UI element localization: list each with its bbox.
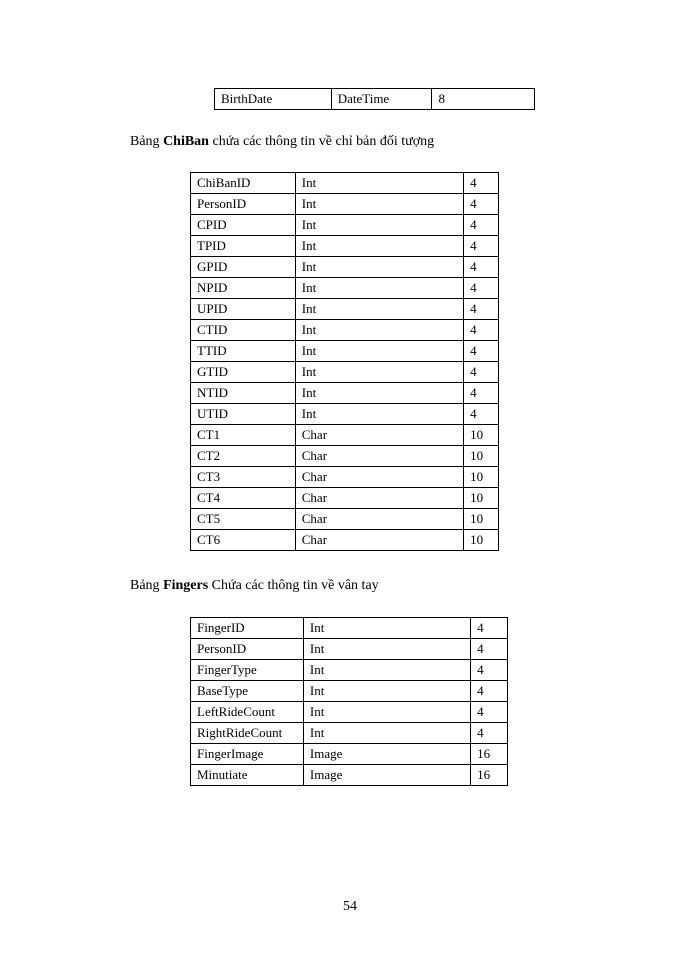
table-cell: 4 xyxy=(464,383,499,404)
table-cell: Int xyxy=(295,362,463,383)
table-row xyxy=(191,257,499,278)
table-cell: Image xyxy=(303,765,470,786)
table-cell: Int xyxy=(303,681,470,702)
table-cell: Int xyxy=(295,278,463,299)
table-cell: Minutiate xyxy=(191,765,304,786)
table-cell: Int xyxy=(295,194,463,215)
table-row xyxy=(191,530,499,551)
table-cell: 16 xyxy=(471,765,508,786)
table-cell: 4 xyxy=(471,618,508,639)
table-row xyxy=(191,446,499,467)
table-row xyxy=(191,320,499,341)
table-cell: Int xyxy=(295,299,463,320)
table-row xyxy=(191,173,499,194)
table-cell: CPID xyxy=(191,215,296,236)
table-cell: CT4 xyxy=(191,488,296,509)
fingers-caption: Bảng Fingers Chứa các thông tin về vân tay xyxy=(130,578,379,593)
table-cell: FingerImage xyxy=(191,744,304,765)
page-number: 54 xyxy=(343,899,357,914)
table-row xyxy=(191,362,499,383)
table-cell: ChiBanID xyxy=(191,173,296,194)
table-row xyxy=(191,215,499,236)
table-cell: FingerType xyxy=(191,660,304,681)
table-cell: PersonID xyxy=(191,194,296,215)
table-cell: 4 xyxy=(464,320,499,341)
table-cell: 10 xyxy=(464,425,499,446)
table-cell: 4 xyxy=(464,257,499,278)
table-row xyxy=(191,618,508,639)
table-cell: GPID xyxy=(191,257,296,278)
table-cell: BaseType xyxy=(191,681,304,702)
birthdate-table xyxy=(214,88,535,110)
fingers-table xyxy=(190,617,508,786)
table-cell: 4 xyxy=(464,173,499,194)
table-cell: Char xyxy=(295,488,463,509)
table-cell: Int xyxy=(295,404,463,425)
fingers-table-name: Fingers xyxy=(163,578,209,593)
table-row xyxy=(191,299,499,320)
table-cell: 4 xyxy=(464,299,499,320)
table-cell: 10 xyxy=(464,467,499,488)
table-cell: NTID xyxy=(191,383,296,404)
table-cell: Int xyxy=(303,618,470,639)
table-row xyxy=(191,509,499,530)
table-cell: 4 xyxy=(464,194,499,215)
table-cell: Int xyxy=(303,639,470,660)
table-cell: Int xyxy=(295,341,463,362)
table-cell: 4 xyxy=(471,660,508,681)
table-cell: UPID xyxy=(191,299,296,320)
table-cell: Int xyxy=(295,173,463,194)
table-cell: RightRideCount xyxy=(191,723,304,744)
table-cell: 10 xyxy=(464,488,499,509)
table-row xyxy=(191,467,499,488)
table-row xyxy=(191,383,499,404)
table-cell: 4 xyxy=(464,362,499,383)
table-cell: CT6 xyxy=(191,530,296,551)
table-cell: CT5 xyxy=(191,509,296,530)
table-row xyxy=(191,639,508,660)
table-cell: 8 xyxy=(432,89,535,110)
table-cell: 4 xyxy=(471,681,508,702)
table-row xyxy=(191,765,508,786)
table-cell: CTID xyxy=(191,320,296,341)
table-row xyxy=(191,236,499,257)
table-cell: 10 xyxy=(464,509,499,530)
table-row xyxy=(191,723,508,744)
table-row xyxy=(191,404,499,425)
table-cell: Int xyxy=(295,215,463,236)
table-cell: 4 xyxy=(464,404,499,425)
table-cell: CT3 xyxy=(191,467,296,488)
table-row xyxy=(191,702,508,723)
table-cell: Int xyxy=(303,702,470,723)
table-row xyxy=(191,660,508,681)
table-cell: Char xyxy=(295,425,463,446)
table-cell: Int xyxy=(295,383,463,404)
table-cell: Int xyxy=(303,723,470,744)
table-cell: Char xyxy=(295,530,463,551)
table-cell: LeftRideCount xyxy=(191,702,304,723)
table-row xyxy=(215,89,535,110)
table-cell: 4 xyxy=(464,215,499,236)
table-cell: FingerID xyxy=(191,618,304,639)
table-cell: Int xyxy=(303,660,470,681)
table-cell: 4 xyxy=(471,723,508,744)
table-row xyxy=(191,194,499,215)
table-cell: CT2 xyxy=(191,446,296,467)
table-cell: 10 xyxy=(464,530,499,551)
chiban-table-name: ChiBan xyxy=(163,134,209,149)
table-cell: Char xyxy=(295,509,463,530)
table-row xyxy=(191,488,499,509)
table-cell: 16 xyxy=(471,744,508,765)
table-cell: 4 xyxy=(464,341,499,362)
table-cell: 4 xyxy=(471,702,508,723)
table-cell: 10 xyxy=(464,446,499,467)
table-row xyxy=(191,681,508,702)
table-cell: 4 xyxy=(464,278,499,299)
chiban-caption: Bảng ChiBan chứa các thông tin về chỉ bản đối tượng xyxy=(130,134,435,149)
chiban-table xyxy=(190,172,499,551)
table-cell: DateTime xyxy=(331,89,432,110)
table-cell: Char xyxy=(295,467,463,488)
table-cell: UTID xyxy=(191,404,296,425)
table-cell: GTID xyxy=(191,362,296,383)
table-cell: NPID xyxy=(191,278,296,299)
table-cell: TTID xyxy=(191,341,296,362)
table-cell: TPID xyxy=(191,236,296,257)
table-cell: Char xyxy=(295,446,463,467)
table-cell: CT1 xyxy=(191,425,296,446)
table-cell: Int xyxy=(295,257,463,278)
table-cell: 4 xyxy=(464,236,499,257)
table-row xyxy=(191,341,499,362)
table-cell: PersonID xyxy=(191,639,304,660)
table-cell: BirthDate xyxy=(215,89,332,110)
table-row xyxy=(191,425,499,446)
table-cell: Image xyxy=(303,744,470,765)
table-cell: Int xyxy=(295,320,463,341)
table-cell: 4 xyxy=(471,639,508,660)
table-row xyxy=(191,744,508,765)
table-row xyxy=(191,278,499,299)
table-cell: Int xyxy=(295,236,463,257)
